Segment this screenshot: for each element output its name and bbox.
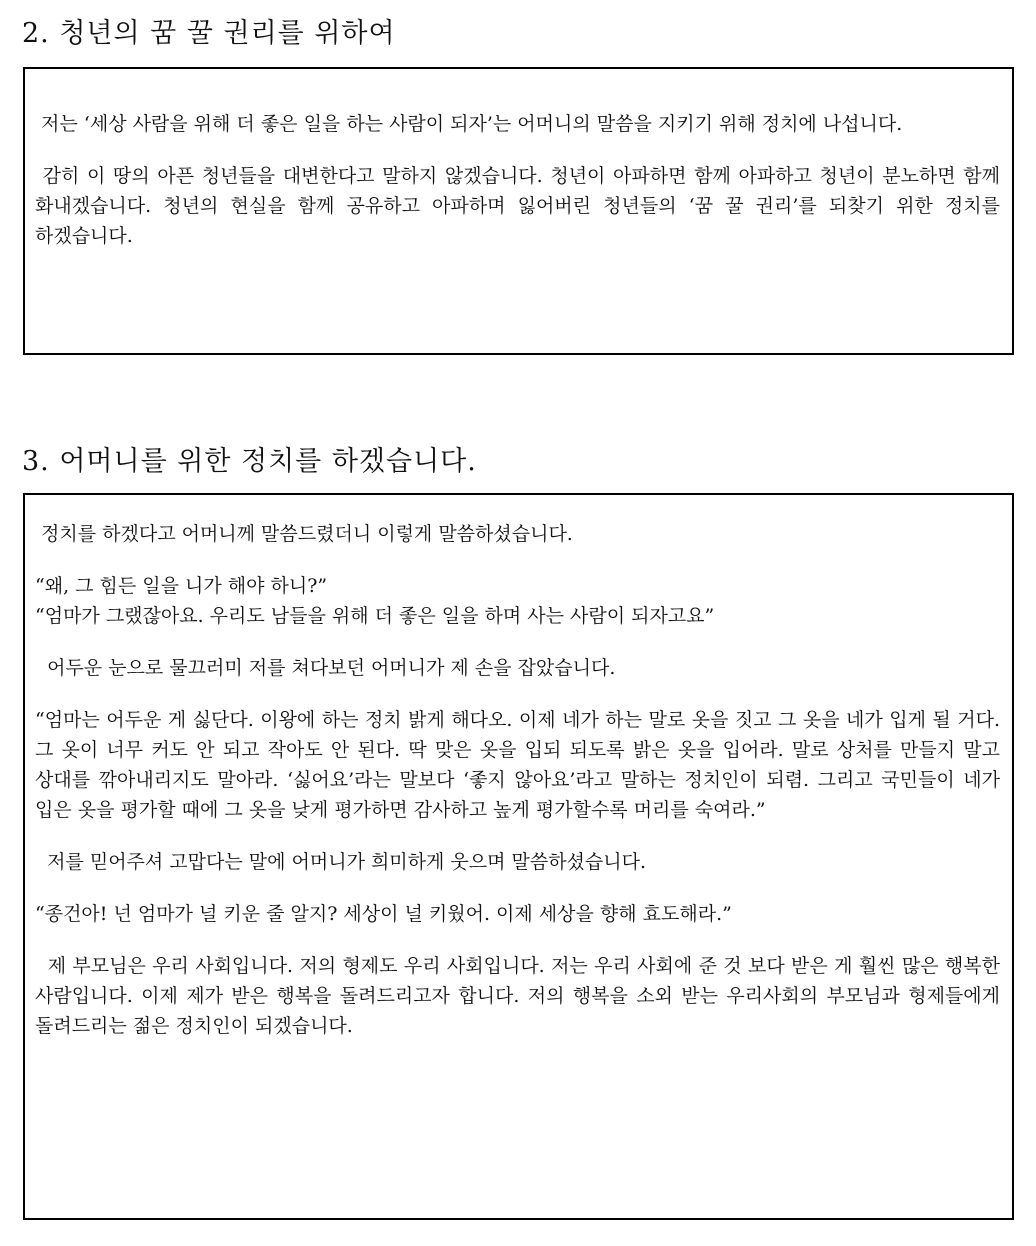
- section-2-paragraph-1: 저는 ‘세상 사람을 위해 더 좋은 일을 하는 사람이 되자’는 어머니의 말씀을 지키기 위해 정치에 나섭니다.: [35, 113, 903, 135]
- section-3-quote-question: “왜, 그 힘든 일을 니가 해야 하니?”: [35, 575, 328, 597]
- section-2-paragraph-2: 감히 이 땅의 아픈 청년들을 대변한다고 말하지 않겠습니다. 청년이 아파하면 함께 아파하고 청년이 분노하면 함께 화내겠습니다. 청년의 현실을 함께 공유하고 아파하며 잃어버린 청년들의 ‘꿈 꿀 권리’를 되찾기 위한 정치를 하겠습니다.: [35, 165, 1007, 247]
- section-3-paragraph-4: 어두운 눈으로 물끄러미 저를 쳐다보던 어머니가 제 손을 잡았습니다.: [35, 657, 616, 679]
- section-3-title: 3. 어머니를 위한 정치를 하겠습니다.: [22, 446, 477, 477]
- section-3-paragraph-8: 제 부모님은 우리 사회입니다. 저의 형제도 우리 사회입니다. 저는 우리 사회에 준 것 보다 받은 게 훨씬 많은 행복한 사람입니다. 이제 제가 받은 행복을 돌려드리고자 합니다. 저의 행복을 소외 받는 우리사회의 부모님과 형제들에게 돌려드리는 젊은 정치인이 되겠습니다.: [35, 955, 1007, 1037]
- section-3-quote-world: “종건아! 넌 엄마가 널 키운 줄 알지? 세상이 널 키웠어. 이제 세상을 향해 효도해라.”: [35, 903, 732, 925]
- section-3-mother-quote: “엄마는 어두운 게 싫단다. 이왕에 하는 정치 밝게 해다오. 이제 네가 하는 말로 옷을 짓고 그 옷을 네가 입게 될 거다. 그 옷이 너무 커도 안 되고 작아도 안 된다. 딱 맞은 옷을 입되 되도록 밝은 옷을 입어라. 말로 상처를 만들지 말고 상대를 깎아내리지도 말아라. ‘싫어요’라는 말보다 ‘좋지 않아요’라고 말하는 정치인이 되렴. 그리고 국민들이 네가 입은 옷을 평가할 때에 그 옷을 낮게 평가하면 감사하고 높게 평가할수록 머리를 숙여라.”: [35, 709, 1007, 821]
- section-3-box: [23, 493, 1014, 1220]
- section-2-title: 2. 청년의 꿈 꿀 권리를 위하여: [22, 18, 396, 49]
- section-3-paragraph-6: 저를 믿어주셔 고맙다는 말에 어머니가 희미하게 웃으며 말씀하셨습니다.: [35, 851, 647, 873]
- section-3-quote-answer: “엄마가 그랬잖아요. 우리도 남들을 위해 더 좋은 일을 하며 사는 사람이 되자고요”: [35, 605, 715, 627]
- section-3-paragraph-1: 정치를 하겠다고 어머니께 말씀드렸더니 이렇게 말씀하셨습니다.: [35, 523, 573, 545]
- section-2-box: [23, 67, 1014, 355]
